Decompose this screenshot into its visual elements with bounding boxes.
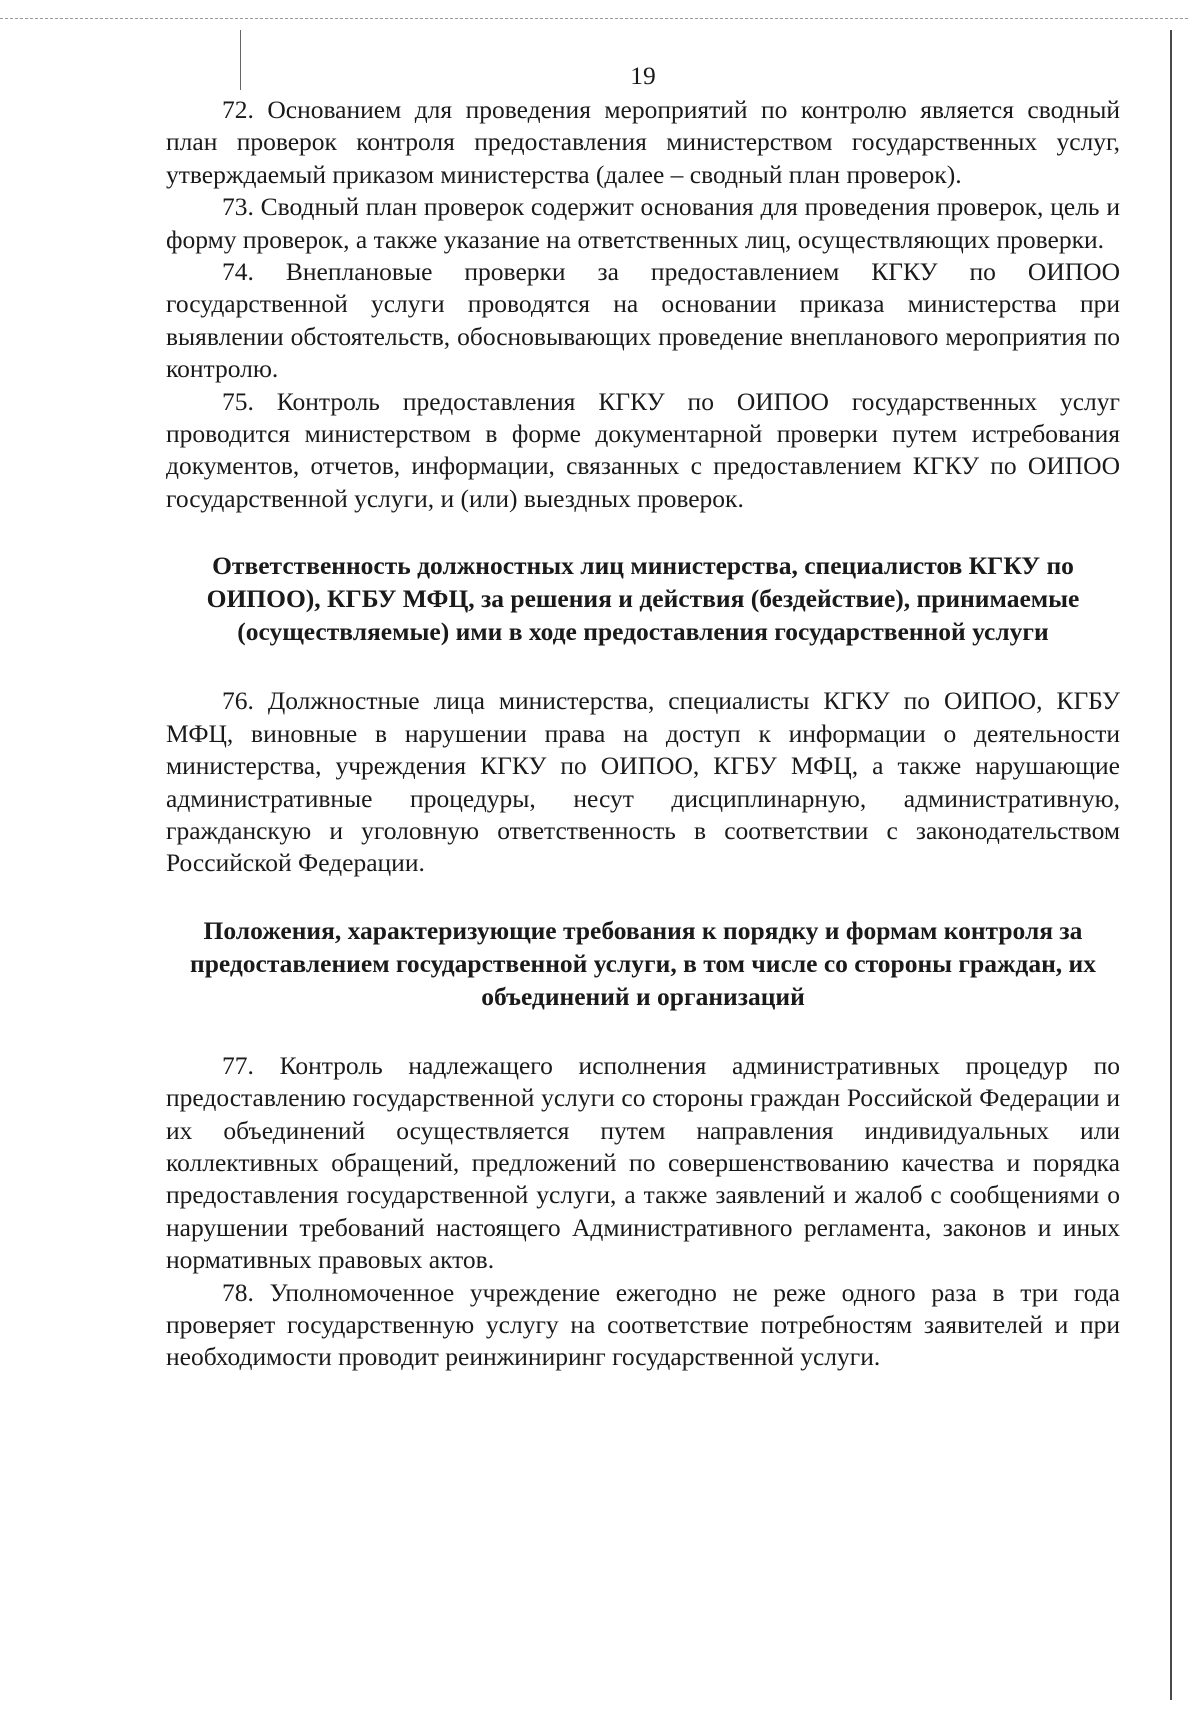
scan-edge-line-right — [1170, 30, 1172, 1700]
section-heading-responsibility: Ответственность должностных лиц министерства, специалистов КГКУ по ОИПОО), КГБУ МФЦ, за решения и действия (бездействие), принимаемые (осуществляемые) ими в ходе предоставления государственной услуги — [206, 551, 1080, 647]
paragraph-73: 73. Сводный план проверок содержит основания для проведения проверок, цель и форму проверок, а также указание на ответственных лиц, осуществляющих проверки. — [166, 192, 1120, 254]
section-heading-control-provisions: Положения, характеризующие требования к порядку и формам контроля за предоставлением государственной услуги, в том числе со стороны граждан, их объединений и организаций — [190, 915, 1096, 1011]
paragraph-74: 74. Внеплановые проверки за предоставлением КГКУ по ОИПОО государственной услуги проводятся на основании приказа министерства при выявлении обстоятельств, обосновывающих проведение внепланового мероприятия по контролю. — [166, 257, 1120, 384]
paragraph-78: 78. Уполномоченное учреждение ежегодно не реже одного раза в три года проверяет государственную услугу на соответствие потребностям заявителей и при необходимости проводит реинжиниринг государственной услуги. — [166, 1277, 1120, 1372]
document-body — [166, 60, 1120, 1374]
page-number: 19 — [630, 61, 656, 90]
paragraph-72: 72. Основанием для проведения мероприятий по контролю является сводный план проверок контроля предоставления министерством государственных услуг, утверждаемый приказом министерства (далее – сводный план проверок). — [166, 95, 1120, 189]
paragraph-75: 75. Контроль предоставления КГКУ по ОИПОО государственных услуг проводится министерством в форме документарной проверки путем истребования документов, отчетов, информации, связанных с предоставлением КГКУ по ОИПОО государственной услуги, и (или) выездных проверок. — [166, 386, 1120, 513]
scan-edge-line — [0, 18, 1188, 19]
paragraph-76: 76. Должностные лица министерства, специалисты КГКУ по ОИПОО, КГБУ МФЦ, виновные в нарушении права на доступ к информации о деятельности министерства, учреждения КГКУ по ОИПОО, КГБУ МФЦ, а также нарушающие административные процедуры, несут дисциплинарную, административную, гражданскую и уголовную ответственность в соответствии с законодательством Российской Федерации. — [166, 686, 1120, 878]
paragraph-77: 77. Контроль надлежащего исполнения административных процедур по предоставлению государственной услуги со стороны граждан Российской Федерации и их объединений осуществляется путем направления индивидуальных или коллективных обращений, предложений по совершенствованию качества и порядка предоставления государственной услуги, а также заявлений и жалоб с сообщениями о нарушении требований настоящего Административного регламента, законов и иных нормативных правовых актов. — [166, 1050, 1120, 1275]
